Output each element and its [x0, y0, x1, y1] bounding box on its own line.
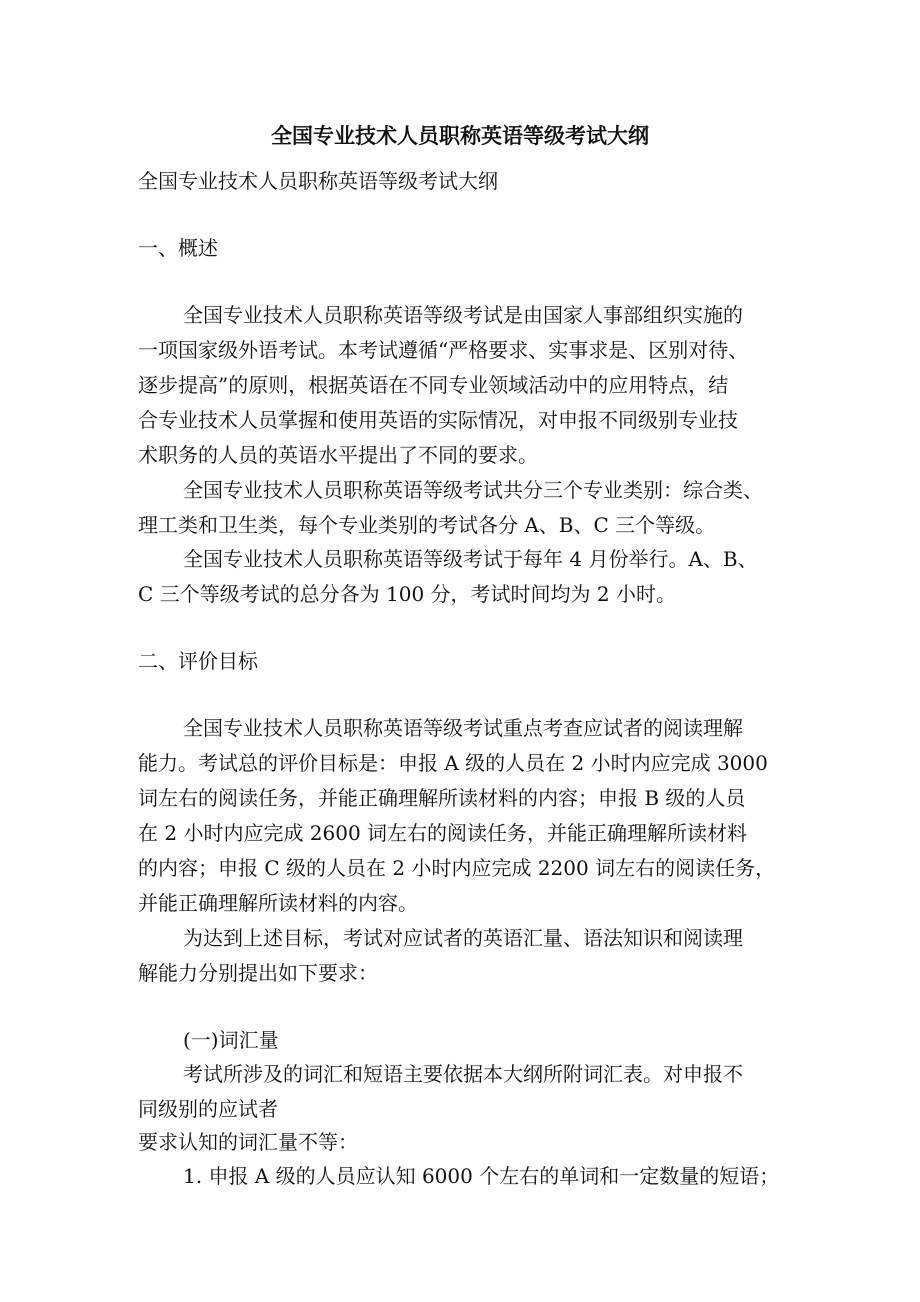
section-heading-goals: 二、评价目标: [138, 649, 258, 673]
paragraph-line: 理工类和卫生类，每个专业类别的考试各分 A、B、C 三个等级。: [138, 513, 716, 537]
paragraph-line: 逐步提高”的原则，根据英语在不同专业领域活动中的应用特点，结: [138, 373, 729, 397]
paragraph-line: C 三个等级考试的总分各为 100 分，考试时间均为 2 小时。: [138, 582, 676, 606]
paragraph-line: 全国专业技术人员职称英语等级考试于每年 4 月份举行。A、B、: [183, 547, 758, 571]
paragraph-line: 在 2 小时内应完成 2600 词左右的阅读任务，并能正确理解所读材料: [138, 821, 748, 845]
document-subtitle: 全国专业技术人员职称英语等级考试大纲: [138, 169, 498, 193]
subsection-heading-vocabulary: (一)词汇量: [183, 1028, 279, 1052]
paragraph-line: 术职务的人员的英语水平提出了不同的要求。: [138, 443, 538, 467]
paragraph-line: 一项国家级外语考试。本考试遵循“严格要求、实事求是、区别对待、: [138, 338, 749, 362]
paragraph-line: 要求认知的词汇量不等：: [138, 1130, 358, 1154]
paragraph-line: 全国专业技术人员职称英语等级考试是由国家人事部组织实施的: [183, 303, 743, 327]
paragraph-line: 全国专业技术人员职称英语等级考试重点考查应试者的阅读理解: [183, 716, 743, 740]
paragraph-line: 同级别的应试者: [138, 1097, 278, 1121]
paragraph-line: 考试所涉及的词汇和短语主要依据本大纲所附词汇表。对申报不: [183, 1062, 743, 1086]
document-title: 全国专业技术人员职称英语等级考试大纲: [271, 124, 649, 148]
paragraph-line: 并能正确理解所读材料的内容。: [138, 891, 418, 915]
paragraph-line: 解能力分别提出如下要求：: [138, 961, 378, 985]
paragraph-line: 的内容；申报 C 级的人员在 2 小时内应完成 2200 词左右的阅读任务，: [138, 856, 776, 880]
paragraph-line: 全国专业技术人员职称英语等级考试共分三个专业类别：综合类、: [183, 478, 763, 502]
section-heading-overview: 一、概述: [138, 236, 218, 260]
paragraph-line: 词左右的阅读任务，并能正确理解所读材料的内容；申报 B 级的人员: [138, 786, 746, 810]
list-item: 1. 申报 A 级的人员应认知 6000 个左右的单词和一定数量的短语；: [183, 1164, 780, 1188]
paragraph-line: 为达到上述目标，考试对应试者的英语汇量、语法知识和阅读理: [183, 926, 743, 950]
paragraph-line: 合专业技术人员掌握和使用英语的实际情况，对申报不同级别专业技: [138, 408, 738, 432]
paragraph-line: 能力。考试总的评价目标是：申报 A 级的人员在 2 小时内应完成 3000: [138, 751, 768, 775]
